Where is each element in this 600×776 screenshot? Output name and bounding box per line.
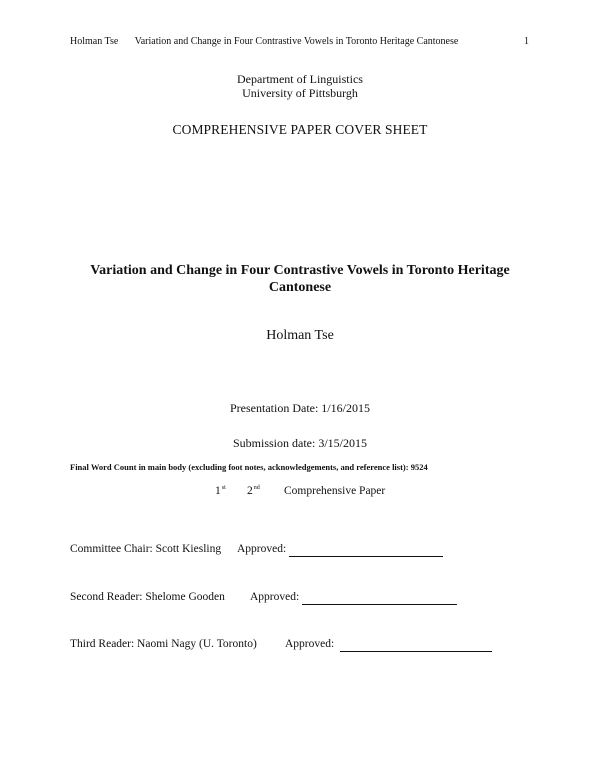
approval-signature-line[interactable] [302,604,457,605]
approved-label: Approved: [237,543,287,555]
word-count: Final Word Count in main body (excluding foot notes, acknowledgements, and reference list): 9524 [70,462,428,472]
option-second-suffix: nd [253,485,260,491]
approved-label: Approved: [285,638,335,650]
committee-chair-row [70,543,287,559]
approval-signature-line[interactable] [340,651,492,652]
option-second: 2nd [247,485,260,497]
university-name: University of Pittsburgh [242,86,358,100]
comprehensive-paper-options [0,485,600,501]
approved-label: Approved: [250,591,300,603]
page-number: 1 [524,36,529,47]
header-short-title: Variation and Change in Four Contrastive Vowels in Toronto Heritage Cantonese [134,36,459,47]
department-name: Department of Linguistics [237,72,363,86]
second-reader: Second Reader: Shelome Gooden [70,591,225,603]
approval-signature-line[interactable] [289,556,443,557]
comprehensive-paper-label: Comprehensive Paper [284,485,386,497]
committee-chair: Committee Chair: Scott Kiesling [70,543,222,555]
second-reader-row [70,591,300,607]
sheet-title: COMPREHENSIVE PAPER COVER SHEET [172,122,428,137]
author-name: Holman Tse [266,328,334,343]
third-reader-row [70,638,335,654]
submission-date: Submission date: 3/15/2015 [232,436,367,450]
header-author: Holman Tse [70,36,119,47]
presentation-date: Presentation Date: 1/16/2015 [230,401,370,415]
option-first-suffix: st [221,485,226,491]
paper-title: Variation and Change in Four Contrastive Vowels in Toronto Heritage Cantonese [90,263,510,295]
running-header [70,36,458,47]
third-reader: Third Reader: Naomi Nagy (U. Toronto) [70,638,257,650]
option-first: 1st [215,485,226,497]
